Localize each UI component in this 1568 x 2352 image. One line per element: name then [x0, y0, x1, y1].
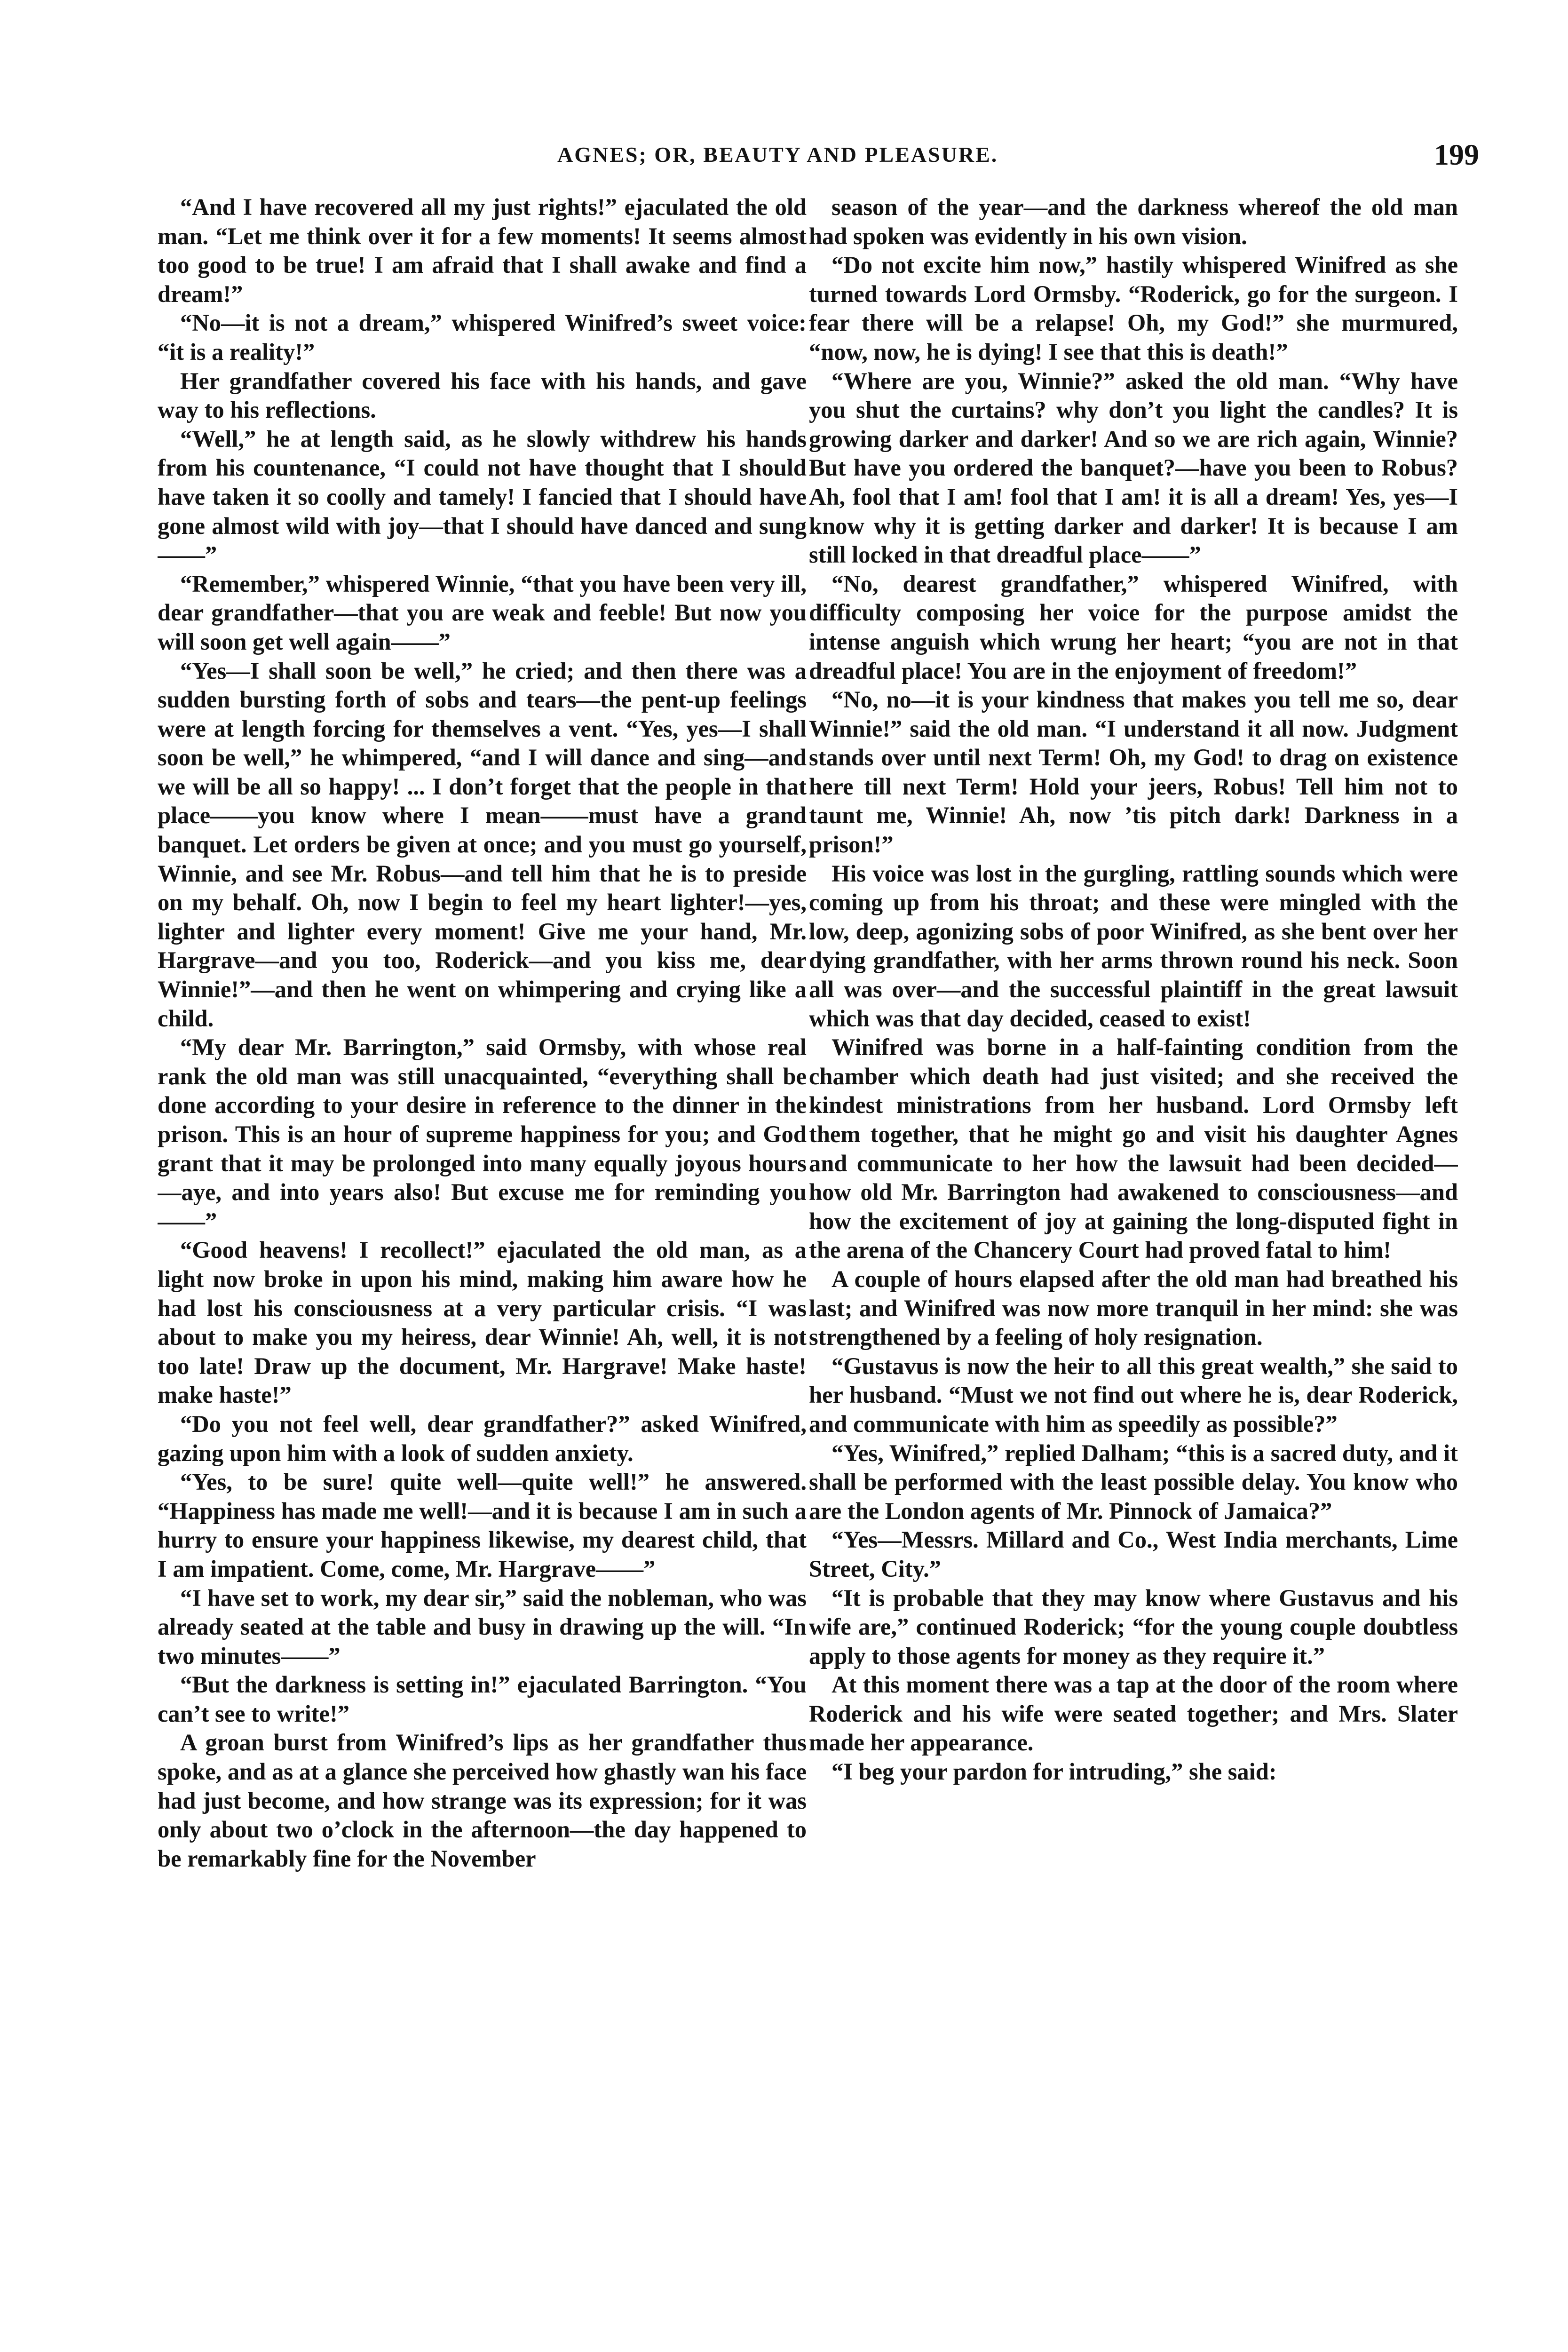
page-header: [120, 137, 1479, 180]
paragraph: “No—it is not a dream,” whispered Winifred’s sweet voice: “it is a reality!”: [158, 310, 807, 365]
paragraph: “Yes—Messrs. Millard and Co., West India merchants, Lime Street, City.”: [809, 1526, 1458, 1582]
paragraph: “No, no—it is your kindness that makes you tell me so, dear Winnie!” said the old man. “I understand it all now. Judgment stands over until next Term! Oh, my God! to drag on existence here till next Term! Hold your jeers, Robus! Tell him not to taunt me, Winnie! Ah, now ’tis pitch dark! Darkness in a prison!”: [809, 686, 1458, 858]
paragraph: “And I have recovered all my just rights!” ejaculated the old man. “Let me think over it for a few moments! It seems almost too good to be true! I am afraid that I shall awake and find a dream!”: [158, 194, 807, 307]
paragraph: “Remember,” whispered Winnie, “that you have been very ill, dear grandfather—that you are weak and feeble! But now you will soon get well again——”: [158, 570, 807, 655]
paragraph: “I have set to work, my dear sir,” said the nobleman, who was already seated at the table and busy in drawing up the will. “In two minutes——”: [158, 1584, 807, 1669]
paragraph: “Do not excite him now,” hastily whispered Winifred as she turned towards Lord Ormsby. “Roderick, go for the surgeon. I fear there will be a relapse! Oh, my God!” she murmured, “now, now, he is dying! I see that this is death!”: [809, 252, 1458, 365]
running-title: AGNES; OR, BEAUTY AND PLEASURE.: [557, 143, 998, 167]
page-number: 199: [1434, 138, 1479, 171]
paragraph: “Do you not feel well, dear grandfather?” asked Winifred, gazing upon him with a look of sudden anxiety.: [158, 1410, 807, 1466]
paragraph: His voice was lost in the gurgling, rattling sounds which were coming up from his throat; and these were mingled with the low, deep, agonizing sobs of poor Winifred, as she bent over her dying grandfather, with her arms thrown round his neck. Soon all was over—and the successful plaintiff in the great lawsuit which was that day decided, ceased to exist!: [809, 860, 1458, 1032]
paragraph: “No, dearest grandfather,” whispered Winifred, with difficulty composing her voice for the purpose amidst the intense anguish which wrung her heart; “you are not in that dreadful place! You are in the enjoyment of freedom!”: [809, 570, 1458, 684]
right-text-column: [809, 193, 1458, 2324]
paragraph: “Where are you, Winnie?” asked the old man. “Why have you shut the curtains? why don’t you light the candles? It is growing darker and darker! And so we are rich again, Winnie? But have you ordered the banquet?—have you been to Robus? Ah, fool that I am! fool that I am! it is all a dream! Yes, yes—I know why it is getting darker and darker! It is because I am still locked in that dreadful place——”: [809, 367, 1458, 568]
paragraph: “Yes, to be sure! quite well—quite well!” he answered. “Happiness has made me well!—and it is because I am in such a hurry to ensure your happiness likewise, my dearest child, that I am impatient. Come, come, Mr. Hargrave——”: [158, 1469, 807, 1582]
paragraph: “Well,” he at length said, as he slowly withdrew his hands from his countenance, “I could not have thought that I should have taken it so coolly and tamely! I fancied that I should have gone almost wild with joy—that I should have danced and sung——”: [158, 425, 807, 568]
left-text-column: [158, 193, 807, 2324]
paragraph: A groan burst from Winifred’s lips as her grandfather thus spoke, and as at a glance she perceived how ghastly wan his face had just become, and how strange was its expression; for it was only about two o’clock in the afternoon—the day happened to be remarkably fine for the November: [158, 1729, 807, 1872]
paragraph: A couple of hours elapsed after the old man had breathed his last; and Winifred was now more tranquil in her mind: she was strengthened by a feeling of holy resignation.: [809, 1265, 1458, 1351]
paragraph: “My dear Mr. Barrington,” said Ormsby, with whose real rank the old man was still unacquainted, “everything shall be done according to your desire in reference to the dinner in the prison. This is an hour of supreme happiness for you; and God grant that it may be prolonged into many equally joyous hours—aye, and into years also! But excuse me for reminding you——”: [158, 1034, 807, 1234]
paragraph: “It is probable that they may know where Gustavus and his wife are,” continued Roderick; “for the young couple doubtless apply to those agents for money as they require it.”: [809, 1584, 1458, 1669]
paragraph: At this moment there was a tap at the door of the room where Roderick and his wife were seated together; and Mrs. Slater made her appearance.: [809, 1671, 1458, 1756]
paragraph: season of the year—and the darkness whereof the old man had spoken was evidently in his own vision.: [809, 194, 1458, 249]
paragraph: Her grandfather covered his face with his hands, and gave way to his reflections.: [158, 367, 807, 423]
paragraph: “But the darkness is setting in!” ejaculated Barrington. “You can’t see to write!”: [158, 1671, 807, 1727]
paragraph: Winifred was borne in a half-fainting condition from the chamber which death had just visited; and she received the kindest ministrations from her husband. Lord Ormsby left them together, that he might go and visit his daughter Agnes and communicate to her how the lawsuit had been decided—how old Mr. Barrington had awakened to consciousness—and how the excitement of joy at gaining the long-disputed fight in the arena of the Chancery Court had proved fatal to him!: [809, 1034, 1458, 1263]
paragraph: “Yes—I shall soon be well,” he cried; and then there was a sudden bursting forth of sobs and tears—the pent-up feelings were at length forcing for themselves a vent. “Yes, yes—I shall soon be well,” he whimpered, “and I will dance and sing—and we will be all so happy! ... I don’t forget that the people in that place——you know where I mean——must have a grand banquet. Let orders be given at once; and you must go yourself, Winnie, and see Mr. Robus—and tell him that he is to preside on my behalf. Oh, now I begin to feel my heart lighter!—yes, lighter and lighter every moment! Give me your hand, Mr. Hargrave—and you too, Roderick—and you kiss me, dear Winnie!”—and then he went on whimpering and crying like a child.: [158, 657, 807, 1032]
paragraph: “Good heavens! I recollect!” ejaculated the old man, as a light now broke in upon his mind, making him aware how he had lost his consciousness at a very particular crisis. “I was about to make you my heiress, dear Winnie! Ah, well, it is not too late! Draw up the document, Mr. Hargrave! Make haste! make haste!”: [158, 1237, 807, 1408]
paragraph: “Gustavus is now the heir to all this great wealth,” she said to her husband. “Must we not find out where he is, dear Roderick, and communicate with him as speedily as possible?”: [809, 1352, 1458, 1437]
paragraph: “I beg your pardon for intruding,” she said:: [832, 1758, 1277, 1785]
paragraph: “Yes, Winifred,” replied Dalham; “this is a sacred duty, and it shall be performed with the least possible delay. You know who are the London agents of Mr. Pinnock of Jamaica?”: [809, 1439, 1458, 1524]
